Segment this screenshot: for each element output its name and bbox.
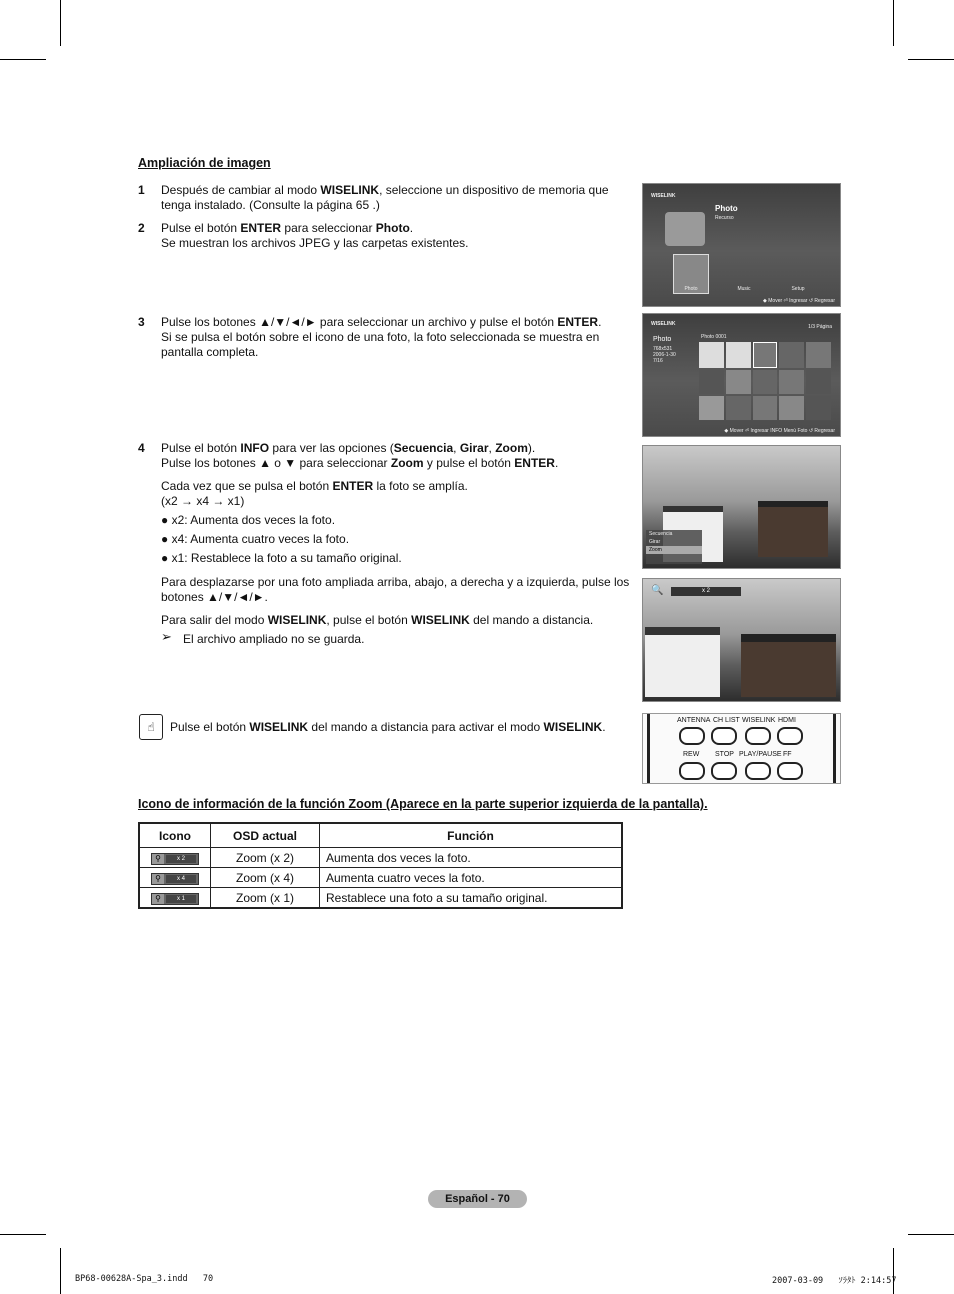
folder-icon[interactable] <box>699 342 724 368</box>
zoom-icon: ⚲ x 1 <box>151 893 199 905</box>
zoom-magnifier-icon: 🔍 <box>651 585 664 596</box>
step-text: Pulse los botones ▲/▼/◄/► para seleccionar un archivo y pulse el botón ENTER. Si se pulsa el botón sobre el icono de una foto, la foto seleccionada se muestra en pantalla completa. <box>161 315 602 359</box>
browser-page: 1/3 Página <box>808 324 832 330</box>
osd-cell: Zoom (x 4) <box>211 868 320 888</box>
remote-label: STOP <box>715 751 734 758</box>
zoom-line: Cada vez que se pulsa el botón ENTER la foto se amplía. <box>161 479 468 493</box>
menu-item-label: Photo <box>684 286 698 292</box>
zoom-icon: ⚲ x 2 <box>151 853 199 865</box>
osd-cell: Zoom (x 2) <box>211 848 320 868</box>
page-number-badge: Español - 70 <box>428 1190 527 1208</box>
thumbnail[interactable] <box>779 342 804 368</box>
wiselink-logo: WISELINK <box>651 321 676 327</box>
screen-photo-zoomed <box>642 578 841 702</box>
menu-item-photo[interactable] <box>673 254 709 294</box>
thumbnail[interactable] <box>753 396 778 420</box>
remote-label: WISELINK <box>742 717 776 724</box>
house-shape <box>758 501 828 557</box>
print-timestamp: 2007-03-09 ｿﾗﾀﾄ 2:14:57 <box>772 1276 897 1286</box>
zoom-icon-cell <box>139 848 211 868</box>
step-text: Pulse el botón INFO para ver las opciones (Secuencia, Girar, Zoom). Pulse los botones ▲ o ▼ para seleccionar Zoom y pulse el botón ENTER. <box>161 441 559 470</box>
menu-title: Photo <box>715 204 738 213</box>
menu-item-label: Music <box>737 286 751 292</box>
thumbnail[interactable] <box>699 396 724 420</box>
tip-text: Pulse el botón WISELINK del mando a distancia para activar el modo WISELINK. <box>170 720 606 734</box>
step-number: 3 <box>138 315 145 329</box>
remote-label: CH LIST <box>713 717 740 724</box>
table-row <box>139 888 622 909</box>
column-header: Icono <box>139 823 211 848</box>
thumbnail[interactable] <box>806 370 831 394</box>
screen-wiselink-menu <box>642 183 841 307</box>
options-menu <box>646 530 702 564</box>
crop-mark <box>893 1248 894 1294</box>
crop-mark <box>60 0 61 46</box>
option-item[interactable]: Girar <box>649 539 661 545</box>
thumbnail[interactable] <box>806 342 831 368</box>
thumbnail[interactable] <box>726 396 751 420</box>
rew-button[interactable] <box>679 762 705 780</box>
zoom-icon-cell <box>139 868 211 888</box>
crop-mark <box>908 1234 954 1235</box>
crop-mark <box>0 59 46 60</box>
step-text: Después de cambiar al modo WISELINK, seleccione un dispositivo de memoria que tenga instalado. (Consulte la página 65 .) <box>161 183 609 212</box>
crop-mark <box>60 1248 61 1294</box>
antenna-button[interactable] <box>679 727 705 745</box>
zoom-icon-cell <box>139 888 211 909</box>
house-shape <box>741 634 836 697</box>
thumbnail-grid <box>699 342 831 420</box>
folder-icon[interactable] <box>726 342 751 368</box>
function-cell: Aumenta dos veces la foto. <box>320 848 623 868</box>
stop-button[interactable] <box>711 762 737 780</box>
option-item[interactable]: Secuencia <box>649 531 673 537</box>
chlist-button[interactable] <box>711 727 737 745</box>
bullet-text: x1: Restablece la foto a su tamaño original. <box>171 551 402 565</box>
thumbnail[interactable] <box>779 370 804 394</box>
wiselink-logo: WISELINK <box>651 193 676 199</box>
house-shape <box>645 627 720 697</box>
hdmi-button[interactable] <box>777 727 803 745</box>
step-text: Pulse el botón ENTER para seleccionar Photo. Se muestran los archivos JPEG y las carpetas existentes. <box>161 221 469 250</box>
screen-photo-browser <box>642 313 841 437</box>
thumbnail[interactable] <box>699 370 724 394</box>
remote-label: REW <box>683 751 700 758</box>
table-row <box>139 848 622 868</box>
remote-edge <box>833 714 836 783</box>
browser-info: 7/16 <box>653 358 663 364</box>
osd-cell: Zoom (x 1) <box>211 888 320 909</box>
exit-line: Para salir del modo WISELINK, pulse el botón WISELINK del mando a distancia. <box>161 613 594 627</box>
menu-item-setup[interactable] <box>781 258 815 292</box>
step-number: 1 <box>138 183 145 197</box>
table-header-row <box>139 823 622 848</box>
wiselink-button[interactable] <box>745 727 771 745</box>
bullet-item: ● x4: Aumenta cuatro veces la foto. <box>161 532 350 546</box>
table-row <box>139 868 622 888</box>
column-header: OSD actual <box>211 823 320 848</box>
thumbnail[interactable] <box>753 342 778 368</box>
crop-mark <box>908 59 954 60</box>
crop-mark <box>0 1234 46 1235</box>
section-title: Ampliación de imagen <box>138 156 271 170</box>
bullet-text: x4: Aumenta cuatro veces la foto. <box>171 532 350 546</box>
browser-info: 2006-1-30 <box>653 352 676 358</box>
remote-edge <box>647 714 650 783</box>
ff-button[interactable] <box>777 762 803 780</box>
remote-hand-icon: ☝ <box>139 714 163 740</box>
print-file-info: BP68-00628A-Spa_3.indd 70 <box>75 1274 214 1284</box>
step-number: 2 <box>138 221 145 235</box>
remote-control-image <box>642 713 841 784</box>
browser-path: Photo 0001 <box>701 334 727 340</box>
zoom-sequence: (x2 → x4 → x1) <box>161 494 245 508</box>
menu-subtitle: Recurso <box>715 215 734 221</box>
bullet-text: x2: Aumenta dos veces la foto. <box>171 513 336 527</box>
thumbnail[interactable] <box>779 396 804 420</box>
function-cell: Aumenta cuatro veces la foto. <box>320 868 623 888</box>
menu-footer: ◆ Mover ⏎ Ingresar ↺ Regresar <box>763 298 835 304</box>
thumbnail[interactable] <box>806 396 831 420</box>
function-cell: Restablece una foto a su tamaño original. <box>320 888 623 909</box>
thumbnail[interactable] <box>753 370 778 394</box>
camera-icon <box>665 212 705 246</box>
column-header: Función <box>320 823 623 848</box>
option-item[interactable]: Zoom <box>646 546 702 554</box>
scroll-line: Para desplazarse por una foto ampliada arriba, abajo, a derecha y a izquierda, pulse los botones ▲/▼/◄/►. <box>161 575 630 604</box>
note-text: El archivo ampliado no se guarda. <box>183 632 365 646</box>
menu-item-label: Setup <box>791 286 805 292</box>
bullet-item: ● x2: Aumenta dos veces la foto. <box>161 513 336 527</box>
bullet-item: ● x1: Restablece la foto a su tamaño original. <box>161 551 402 565</box>
zoom-badge: x 2 <box>671 587 741 596</box>
browser-title: Photo <box>653 336 672 343</box>
step-number: 4 <box>138 441 145 455</box>
remote-label: FF <box>783 751 792 758</box>
thumbnail[interactable] <box>726 370 751 394</box>
zoom-icon: ⚲ x 4 <box>151 873 199 885</box>
crop-mark <box>893 0 894 46</box>
zoom-icon-table <box>138 822 623 909</box>
play-pause-button[interactable] <box>745 762 771 780</box>
remote-label: ANTENNA <box>677 717 711 724</box>
remote-label: HDMI <box>778 717 796 724</box>
browser-footer: ◆ Mover ⏎ Ingresar INFO Menú Foto ↺ Regresar <box>724 428 835 434</box>
remote-label: PLAY/PAUSE <box>739 751 782 758</box>
note-symbol: ➢ <box>161 629 172 644</box>
browser-info: 768x531 <box>653 346 673 352</box>
screen-photo-options <box>642 445 841 569</box>
zoom-section-title: Icono de información de la función Zoom (Aparece en la parte superior izquierda de la pantalla). <box>138 797 708 811</box>
menu-item-music[interactable] <box>727 258 761 292</box>
